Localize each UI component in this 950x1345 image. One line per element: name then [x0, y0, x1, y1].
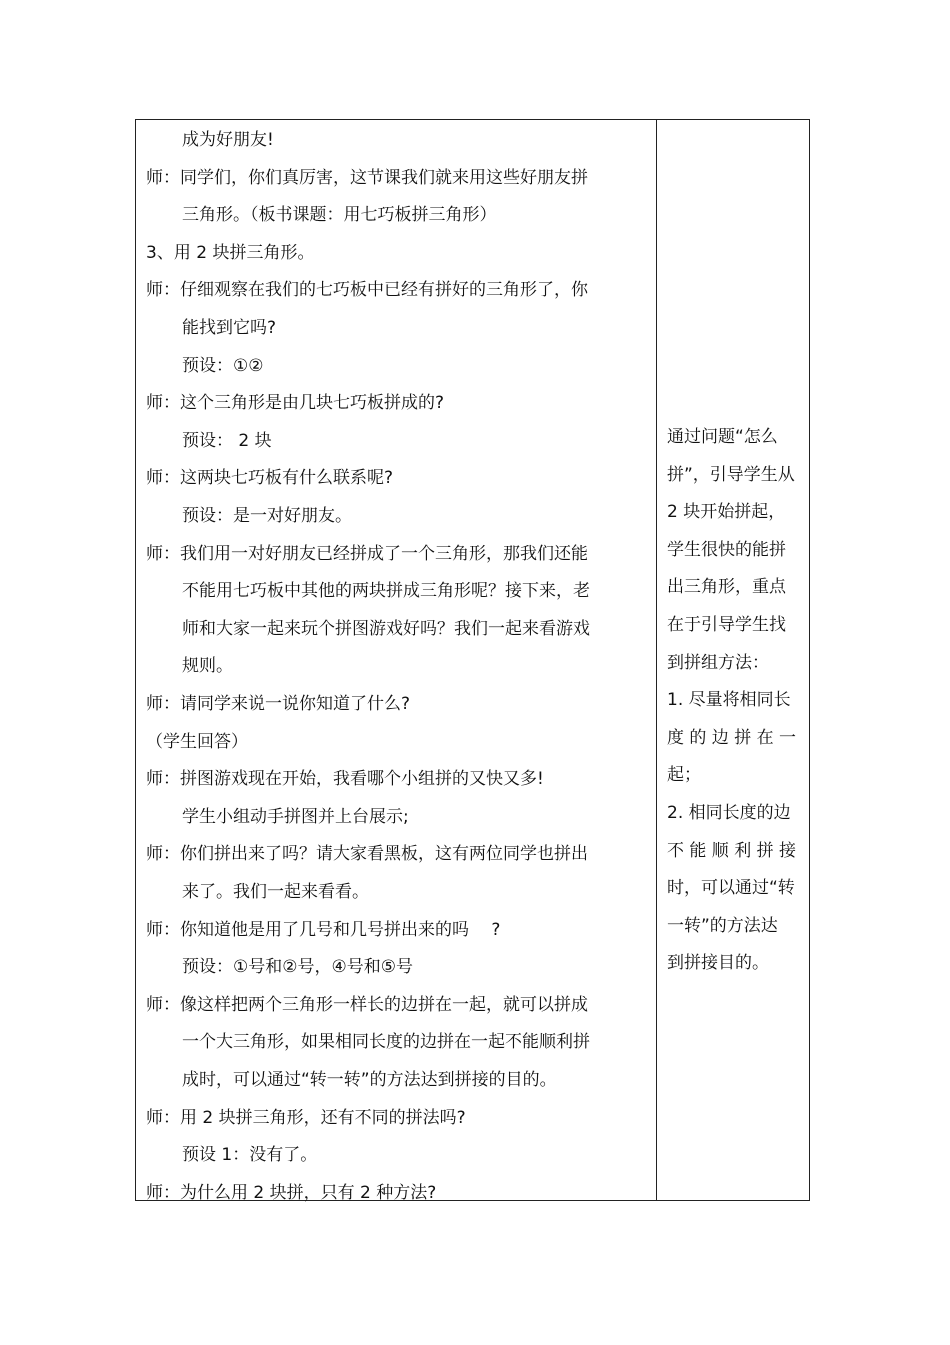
- column-divider: [656, 120, 657, 1200]
- note-line: 到拼组方法：: [667, 652, 769, 673]
- content-line: 师：我们用一对好朋友已经拼成了一个三角形，那我们还能: [146, 543, 588, 564]
- content-line: 不能用七巧板中其他的两块拼成三角形呢？接下来，老: [182, 581, 590, 602]
- content-line: 师：像这样把两个三角形一样长的边拼在一起，就可以拼成: [146, 994, 588, 1015]
- content-line: 能找到它吗?: [182, 318, 277, 338]
- content-line: 师：为什么用 2 块拼，只有 2 种方法?: [146, 1182, 437, 1203]
- content-line: 师：这个三角形是由几块七巧板拼成的?: [146, 393, 445, 414]
- note-line: 时，可以通过“转: [667, 878, 795, 899]
- note-line: 不 能 顺 利 拼 接: [667, 840, 797, 861]
- note-line: 到拼接目的。: [667, 953, 769, 974]
- note-line: 2. 相同长度的边: [667, 803, 791, 823]
- note-line: 通过问题“怎么: [667, 427, 778, 447]
- content-line: 师：同学们，你们真厉害，这节课我们就来用这些好朋友拼: [146, 167, 588, 188]
- content-line: 规则。: [182, 656, 233, 677]
- note-line: 学生很快的能拼: [667, 539, 786, 560]
- content-line: 师：用 2 块拼三角形，还有不同的拼法吗?: [146, 1107, 466, 1128]
- content-line: 预设 1：没有了。: [182, 1145, 318, 1166]
- lesson-table: [135, 119, 810, 1201]
- content-line: 师和大家一起来玩个拼图游戏好吗？我们一起来看游戏: [182, 618, 590, 639]
- content-line: 预设：是一对好朋友。: [182, 506, 352, 526]
- note-line: 2 块开始拼起，: [667, 502, 786, 523]
- note-line: 一转”的方法达: [667, 915, 778, 936]
- note-line: 在于引导学生找: [667, 615, 786, 635]
- content-line: 三角形。（板书课题：用七巧板拼三角形）: [182, 205, 497, 226]
- content-line: （学生回答）: [146, 731, 248, 752]
- content-line: 师：仔细观察在我们的七巧板中已经有拼好的三角形了，你: [146, 280, 588, 301]
- lesson-content-column: [136, 120, 656, 1203]
- content-line: 师：请同学来说一说你知道了什么?: [146, 694, 411, 714]
- note-line: 度 的 边 拼 在 一: [667, 727, 797, 748]
- content-line: 师：你们拼出来了吗？请大家看黑板，这有两位同学也拼出: [146, 844, 588, 865]
- content-line: 预设：①②: [182, 355, 264, 376]
- content-line: 成为好朋友!: [182, 130, 274, 150]
- content-line: 成时，可以通过“转一转”的方法达到拼接的目的。: [182, 1070, 557, 1090]
- notes-column: [658, 120, 809, 1200]
- content-line: 预设： 2 块: [182, 430, 272, 451]
- content-line: 师：拼图游戏现在开始，我看哪个小组拼的又快又多!: [146, 769, 544, 790]
- content-line: 学生小组动手拼图并上台展示;: [182, 806, 409, 827]
- content-line: 师：这两块七巧板有什么联系呢?: [146, 468, 394, 489]
- content-line: 来了。我们一起来看看。: [182, 882, 369, 902]
- content-line: 一个大三角形，如果相同长度的边拼在一起不能顺利拼: [182, 1032, 590, 1053]
- note-line: 拼”，引导学生从: [667, 464, 795, 485]
- content-line: 预设：①号和②号，④号和⑤号: [182, 957, 413, 978]
- note-line: 起；: [667, 765, 701, 786]
- content-line: 师：你知道他是用了几号和几号拼出来的吗 ?: [146, 919, 501, 940]
- content-line: 3、用 2 块拼三角形。: [146, 242, 315, 263]
- note-line: 1. 尽量将相同长: [667, 690, 791, 711]
- note-line: 出三角形，重点: [667, 577, 786, 598]
